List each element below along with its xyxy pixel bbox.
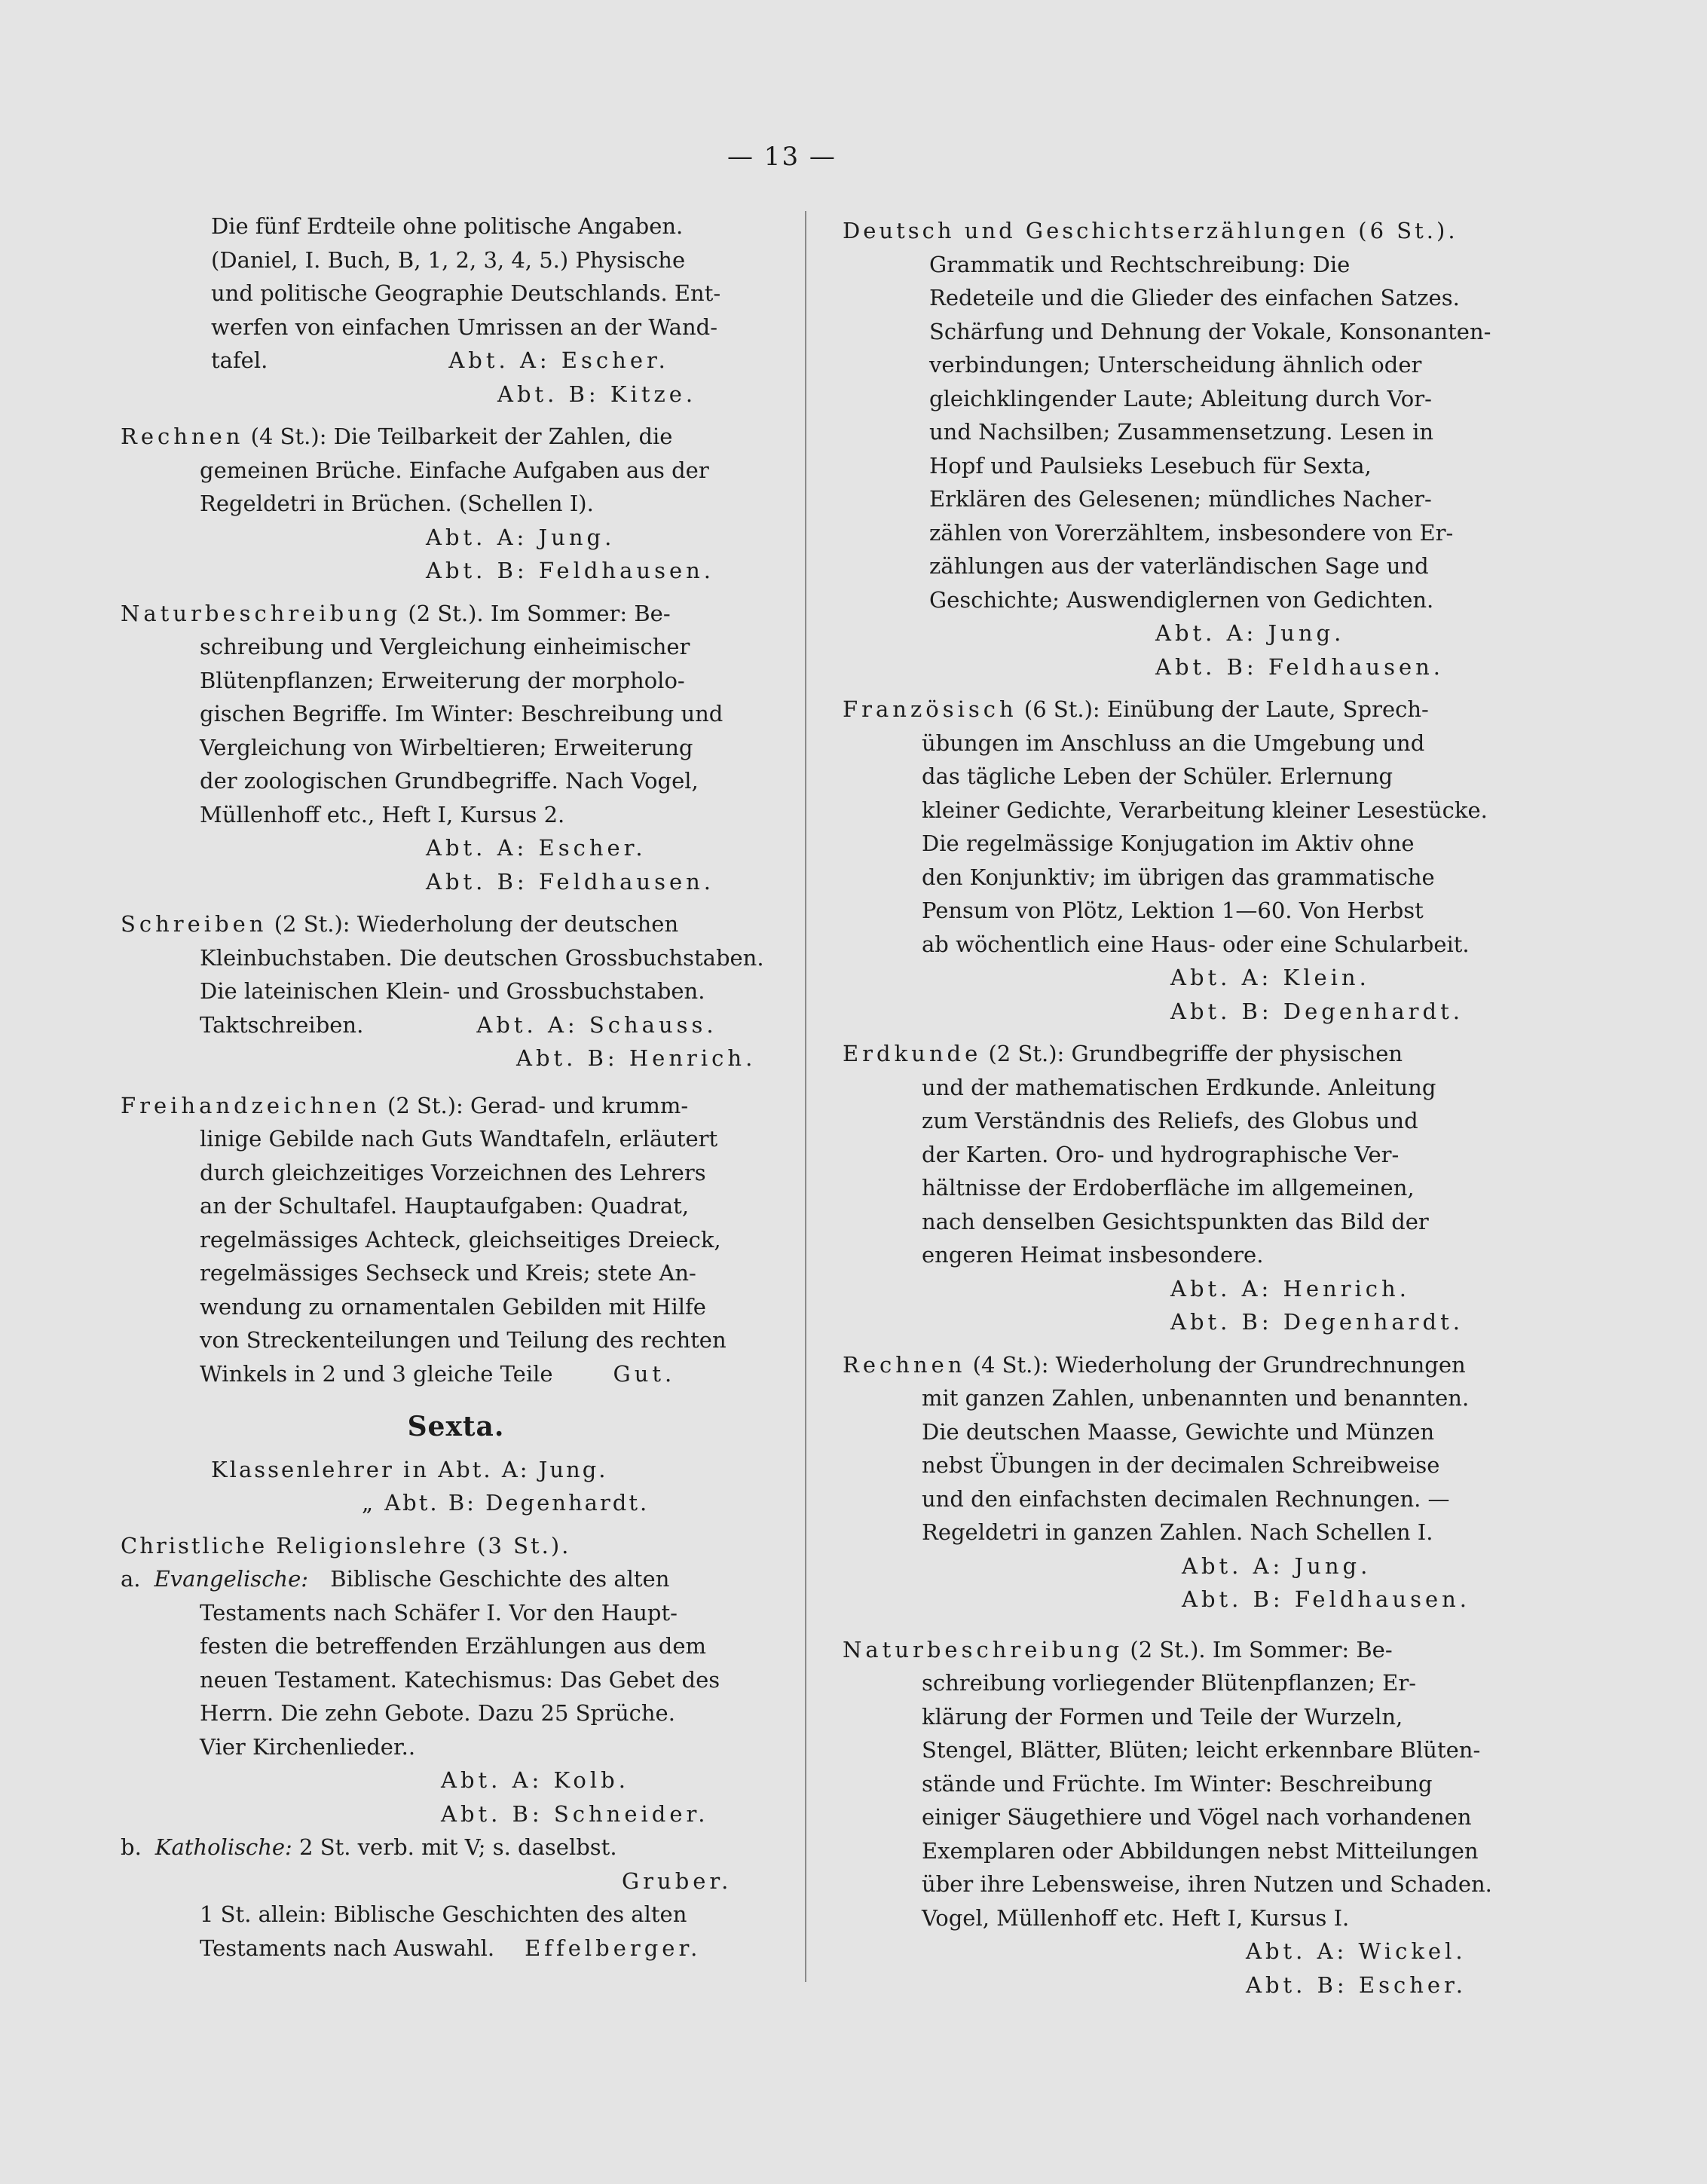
text-line: Herrn. Die zehn Gebote. Dazu 25 Sprüche. <box>200 1700 675 1726</box>
subsection-title: Katholische: <box>154 1834 292 1860</box>
text-line: Die lateinischen Klein- und Grossbuchstaben. <box>200 978 705 1004</box>
text-line: Hopf und Paulsieks Lesebuch für Sexta, <box>929 452 1372 479</box>
section-first-line: Rechnen (4 St.): Wiederholung der Grundrechnungen <box>843 1351 1466 1378</box>
text-line: Vergleichung von Wirbeltieren; Erweiterung <box>200 734 693 760</box>
text-line: schreibung vorliegender Blütenpflanzen; Er- <box>922 1670 1416 1696</box>
teacher-abt-b: Abt. B: Feldhausen. <box>426 558 715 583</box>
text-line: Blütenpflanzen; Erweiterung der morpholo- <box>200 667 685 693</box>
teacher-abt-a: Abt. A: Henrich. <box>1170 1275 1410 1302</box>
text-line: Regeldetri in ganzen Zahlen. Nach Schellen I. <box>922 1519 1433 1545</box>
text-line: werfen von einfachen Umrissen an der Wand- <box>211 314 717 340</box>
teacher-abt-a: Abt. A: Kolb. <box>441 1767 629 1793</box>
text-line: Erklären des Gelesenen; mündliches Nacher- <box>929 486 1432 512</box>
text-line: ab wöchentlich eine Haus- oder eine Schularbeit. <box>922 931 1470 957</box>
teacher-abt-a: Abt. A: Jung. <box>426 524 616 550</box>
text-line: das tägliche Leben der Schüler. Erlernung <box>922 763 1393 789</box>
text-line: linige Gebilde nach Guts Wandtafeln, erläutert <box>200 1126 718 1152</box>
naturbeschreibung-section <box>843 1633 1498 2002</box>
text-line: gemeinen Brüche. Einfache Aufgaben aus der <box>200 457 709 483</box>
section-title: Rechnen <box>843 1351 966 1378</box>
section-title: Deutsch und Geschichtserzählungen (6 St.). <box>843 218 1458 243</box>
religion-section <box>121 1529 791 1965</box>
text-line: gleichklingender Laute; Ableitung durch Vor- <box>929 385 1432 411</box>
text-line: 1 St. allein: Biblische Geschichten des alten <box>200 1901 687 1927</box>
religion-evangelisch-first: a. Evangelische: Biblische Geschichte des alten <box>121 1566 670 1592</box>
teacher-abt-a: Abt. A: Escher. <box>448 347 669 373</box>
text-line: Pensum von Plötz, Lektion 1—60. Von Herbst <box>922 898 1424 923</box>
text-line: zählen von Vorerzähltem, insbesondere von Er- <box>929 519 1454 546</box>
text-line: wendung zu ornamentalen Gebilden mit Hilfe <box>200 1293 706 1320</box>
text-line: schreibung und Vergleichung einheimischer <box>200 634 690 659</box>
class-heading: Sexta. <box>407 1411 505 1442</box>
text-line: und politische Geographie Deutschlands. Ent- <box>211 280 721 306</box>
text-line: Die deutschen Maasse, Gewichte und Münzen <box>922 1418 1435 1445</box>
text-line: Geschichte; Auswendiglernen von Gedichten. <box>929 586 1434 613</box>
klassenlehrer <box>121 1453 791 1520</box>
teacher-abt-b: Abt. B: Feldhausen. <box>1155 653 1445 680</box>
text-line: und Nachsilben; Zusammensetzung. Lesen in <box>929 419 1434 445</box>
text-line: gischen Begriffe. Im Winter: Beschreibung und <box>200 701 723 726</box>
teacher-abt-a: Abt. A: Jung. <box>1155 620 1345 646</box>
text-line: Winkels in 2 und 3 gleiche Teile Gut. <box>200 1360 676 1387</box>
text-line: Schärfung und Dehnung der Vokale, Konsonanten- <box>929 318 1491 344</box>
section-title: Naturbeschreibung <box>121 600 402 626</box>
section-first-line: Erdkunde (2 St.): Grundbegriffe der physischen <box>843 1041 1403 1066</box>
teacher-name: Gut. <box>613 1360 676 1387</box>
left-column <box>121 210 791 1974</box>
teacher-abt-a: Abt. A: Escher. <box>426 835 647 861</box>
text-line: einiger Säugethiere und Vögel nach vorhandenen <box>922 1804 1472 1830</box>
section-title: Naturbeschreibung <box>843 1636 1124 1662</box>
section-title: Christliche Religionslehre (3 St.). <box>121 1532 571 1558</box>
column-divider <box>805 211 806 1982</box>
text-line: von Streckenteilungen und Teilung des rechten <box>200 1327 727 1353</box>
section-title: Freihandzeichnen <box>121 1092 381 1118</box>
page-number: — 13 — <box>727 142 837 172</box>
text-line: Grammatik und Rechtschreibung: Die <box>929 251 1351 277</box>
text-line: Regeldetri in Brüchen. (Schellen I). <box>200 491 594 516</box>
text-line: Testaments nach Schäfer I. Vor den Haupt- <box>200 1599 678 1626</box>
franzoesisch-section <box>843 693 1498 1028</box>
text-line: zum Verständnis des Reliefs, des Globus und <box>922 1108 1418 1133</box>
section-first-line: Naturbeschreibung (2 St.). Im Sommer: Be- <box>843 1636 1393 1662</box>
text-line: der Karten. Oro- und hydrographische Ver- <box>922 1141 1400 1167</box>
text-line: Vier Kirchenlieder.. <box>200 1733 416 1760</box>
section-title: Schreiben <box>121 911 268 937</box>
text-line: hältnisse der Erdoberfläche im allgemeinen, <box>922 1175 1415 1201</box>
teacher-abt-b: Abt. B: Henrich. <box>516 1045 757 1071</box>
text-line: nach denselben Gesichtspunkten das Bild der <box>922 1208 1429 1234</box>
text-line: festen die betreffenden Erzählungen aus dem <box>200 1633 706 1659</box>
rechnen-section <box>843 1348 1498 1617</box>
text-line: Taktschreiben. Abt. A: Schauss. <box>200 1011 717 1038</box>
section-first-line: Rechnen (4 St.): Die Teilbarkeit der Zahlen, die <box>121 424 673 449</box>
teacher-abt-a: Abt. A: Jung. <box>1182 1552 1372 1579</box>
religion-katholisch-first: b. Katholische: 2 St. verb. mit V; s. daselbst. <box>121 1834 617 1860</box>
teacher-abt-a: Abt. A: Klein. <box>1170 965 1370 990</box>
teacher-name: Effelberger. <box>525 1935 702 1961</box>
section-first-line: Schreiben (2 St.): Wiederholung der deutschen <box>121 911 679 937</box>
right-column <box>843 214 1498 2011</box>
teacher-abt-a: Abt. A: Schauss. <box>476 1011 717 1038</box>
erdkunde-section <box>843 1037 1498 1339</box>
text-line: Kleinbuchstaben. Die deutschen Grossbuchstaben. <box>200 944 764 971</box>
text-line: über ihre Lebensweise, ihren Nutzen und Schaden. <box>922 1871 1492 1897</box>
teacher-abt-b: Abt. B: Degenhardt. <box>1170 998 1464 1024</box>
text-line: tafel. Abt. A: Escher. <box>211 347 669 373</box>
subsection-title: Evangelische: <box>154 1566 309 1592</box>
text-line: kleiner Gedichte, Verarbeitung kleiner Lesestücke. <box>922 797 1488 823</box>
klassenlehrer-line: „ Abt. B: Degenhardt. <box>362 1490 650 1516</box>
naturbeschreibung-section <box>121 597 791 899</box>
klassenlehrer-line: Klassenlehrer in Abt. A: Jung. <box>211 1456 608 1482</box>
text-line: regelmässiges Achteck, gleichseitiges Dreieck, <box>200 1226 721 1253</box>
text-line: engeren Heimat insbesondere. <box>922 1242 1264 1268</box>
text-line: den Konjunktiv; im übrigen das grammatische <box>922 864 1435 890</box>
teacher-name: Gruber. <box>622 1867 733 1894</box>
text-line: an der Schultafel. Hauptaufgaben: Quadrat, <box>200 1193 690 1219</box>
text-line: regelmässiges Sechseck und Kreis; stete An- <box>200 1260 696 1286</box>
schreiben-section <box>121 907 791 1075</box>
teacher-abt-b: Abt. B: Escher. <box>1246 1971 1467 1998</box>
text-line: Die regelmässige Konjugation im Aktiv ohne <box>922 830 1415 856</box>
section-first-line: Naturbeschreibung (2 St.). Im Sommer: Be- <box>121 600 671 626</box>
text-line: (Daniel, I. Buch, B, 1, 2, 3, 4, 5.) Physische <box>211 246 686 273</box>
text-line: neuen Testament. Katechismus: Das Gebet des <box>200 1666 720 1693</box>
teacher-abt-b: Abt. B: Feldhausen. <box>1182 1586 1471 1612</box>
rechnen-section <box>121 420 791 588</box>
text-line: durch gleichzeitiges Vorzeichnen des Lehrers <box>200 1159 706 1185</box>
text-line: Redeteile und die Glieder des einfachen Satzes. <box>929 285 1460 310</box>
section-first-line: Französisch (6 St.): Einübung der Laute, Sprech- <box>843 696 1429 722</box>
section-first-line: Freihandzeichnen (2 St.): Gerad- und krumm- <box>121 1092 689 1118</box>
section-title: Rechnen <box>121 424 244 449</box>
text-line: verbindungen; Unterscheidung ähnlich oder <box>929 352 1422 378</box>
text-line: und der mathematischen Erdkunde. Anleitung <box>922 1074 1436 1100</box>
text-line: Müllenhoff etc., Heft I, Kursus 2. <box>200 801 565 827</box>
text-line: stände und Früchte. Im Winter: Beschreibung <box>922 1770 1433 1797</box>
text-line: übungen im Anschluss an die Umgebung und <box>922 730 1425 756</box>
section-title: Erdkunde <box>843 1041 982 1066</box>
text-line: Stengel, Blätter, Blüten; leicht erkennbare Blüten- <box>922 1737 1481 1763</box>
text-line: Vogel, Müllenhoff etc. Heft I, Kursus I. <box>922 1904 1350 1931</box>
teacher-abt-a: Abt. A: Wickel. <box>1246 1938 1467 1964</box>
section-title: Französisch <box>843 696 1017 722</box>
teacher-abt-b: Abt. B: Feldhausen. <box>426 868 715 895</box>
text-line: der zoologischen Grundbegriffe. Nach Vogel, <box>200 768 699 794</box>
text-line: mit ganzen Zahlen, unbenannten und benannten. <box>922 1385 1470 1411</box>
erdkunde-continuation <box>121 210 791 411</box>
text-line: nebst Übungen in der decimalen Schreibweise <box>922 1452 1440 1478</box>
deutsch-section <box>843 214 1498 684</box>
text-line: Exemplaren oder Abbildungen nebst Mitteilungen <box>922 1837 1479 1864</box>
freihandzeichnen-section <box>121 1089 791 1391</box>
teacher-abt-b: Abt. B: Kitze. <box>497 381 697 407</box>
text-line: zählungen aus der vaterländischen Sage und <box>929 553 1429 579</box>
text-line: und den einfachsten decimalen Rechnungen. — <box>922 1485 1450 1512</box>
teacher-abt-b: Abt. B: Schneider. <box>441 1800 709 1827</box>
teacher-abt-b: Abt. B: Degenhardt. <box>1170 1309 1464 1335</box>
text-line: klärung der Formen und Teile der Wurzeln, <box>922 1703 1403 1730</box>
text-line: Testaments nach Auswahl. Effelberger. <box>200 1935 702 1961</box>
text-line: Die fünf Erdteile ohne politische Angaben. <box>211 213 684 239</box>
